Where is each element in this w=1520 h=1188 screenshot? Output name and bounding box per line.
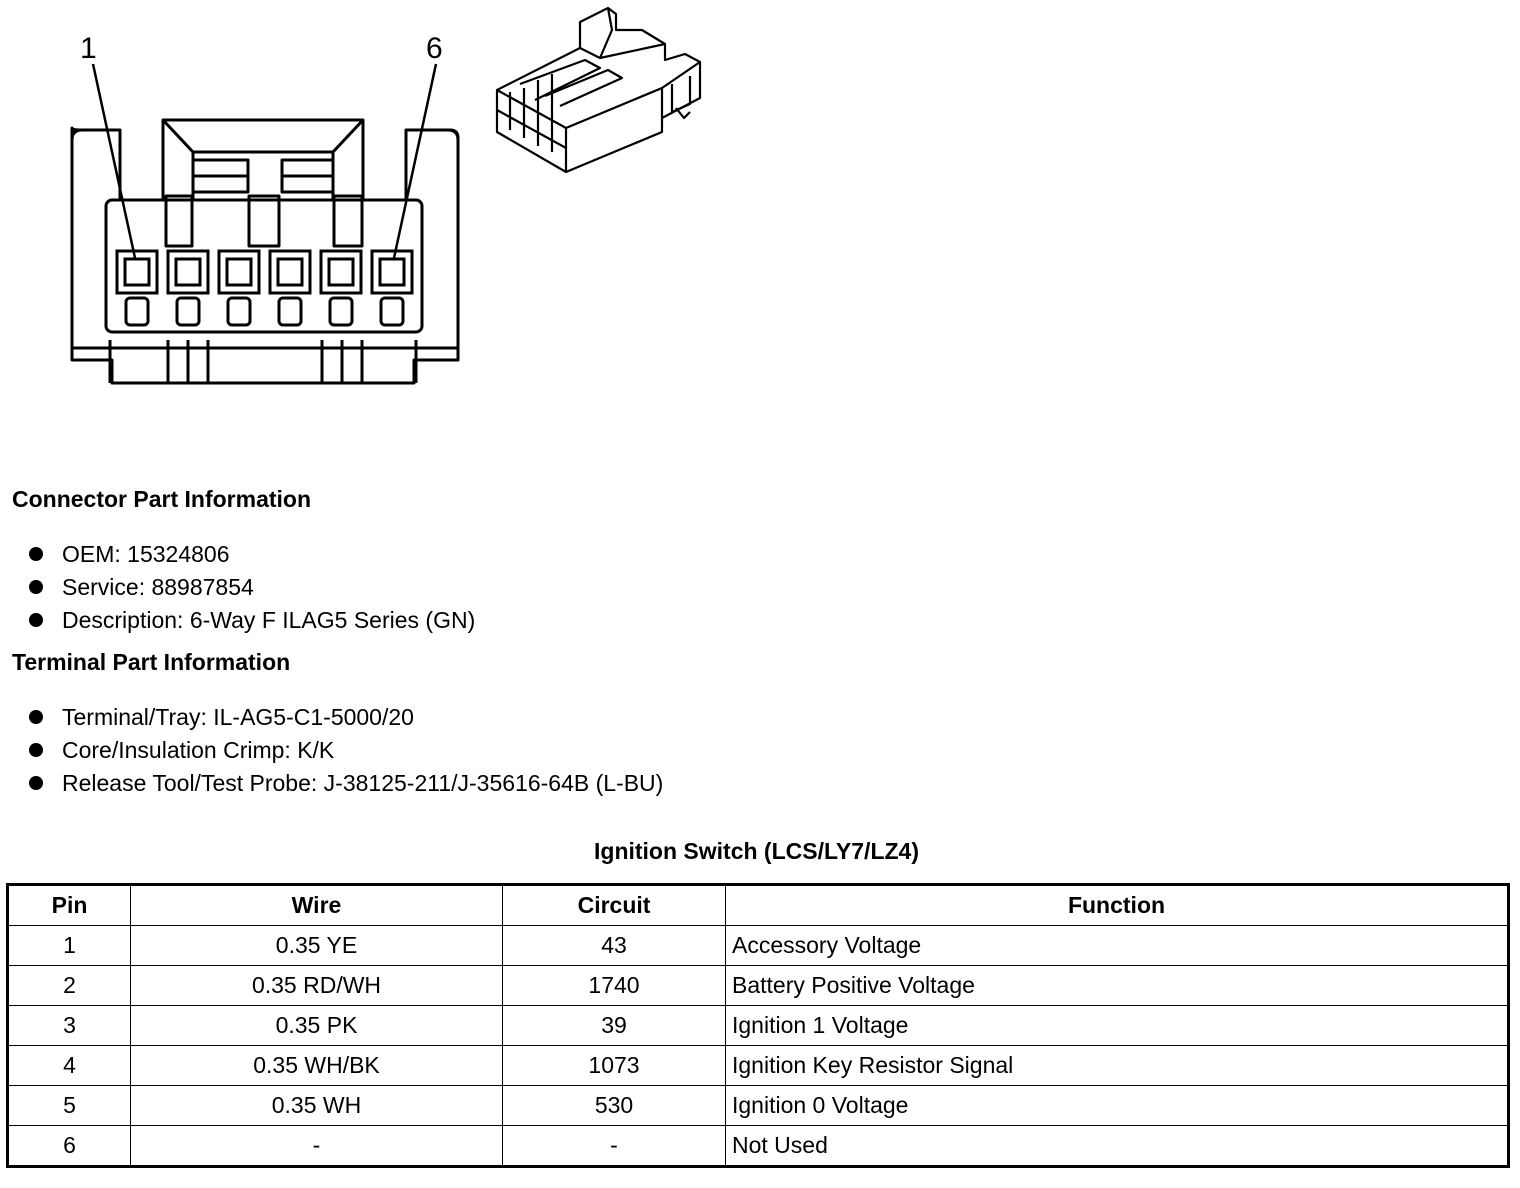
- function-cell: Accessory Voltage: [726, 926, 1509, 966]
- list-item: [0, 604, 475, 637]
- terminal-cavity-5: [321, 251, 361, 293]
- terminal-part-heading: Terminal Part Information: [12, 649, 291, 675]
- terminal-part-list: [0, 701, 663, 800]
- table-title: Ignition Switch (LCS/LY7/LZ4): [594, 838, 919, 864]
- terminal-tray: Terminal/Tray: IL-AG5-C1-5000/20: [62, 704, 414, 730]
- connector-cavity: [106, 200, 422, 332]
- column-header-wire: Wire: [131, 885, 503, 926]
- function-cell: Not Used: [726, 1126, 1509, 1167]
- connector-isometric-view: [497, 8, 700, 172]
- list-item: [0, 538, 475, 571]
- bullet-icon: [29, 710, 43, 724]
- pin-cell: 4: [8, 1046, 131, 1086]
- terminal-cavity-4: [270, 251, 310, 293]
- list-item: [0, 767, 663, 800]
- pin-cell: 6: [8, 1126, 131, 1167]
- circuit-cell: 1740: [503, 966, 726, 1006]
- bullet-icon: [29, 776, 43, 790]
- pin-cell: 2: [8, 966, 131, 1006]
- connector-part-description: Description: 6-Way F ILAG5 Series (GN): [62, 607, 476, 633]
- circuit-cell: -: [503, 1126, 726, 1167]
- function-cell: Ignition 1 Voltage: [726, 1006, 1509, 1046]
- bullet-icon: [29, 613, 43, 627]
- circuit-cell: 530: [503, 1086, 726, 1126]
- pinout-table: [6, 883, 1510, 1168]
- wire-cell: 0.35 PK: [131, 1006, 503, 1046]
- connector-part-heading: Connector Part Information: [12, 486, 312, 512]
- function-cell: Ignition Key Resistor Signal: [726, 1046, 1509, 1086]
- wire-cell: -: [131, 1126, 503, 1167]
- circuit-cell: 43: [503, 926, 726, 966]
- circuit-cell: 39: [503, 1006, 726, 1046]
- pin-6-leader-line: [394, 64, 436, 258]
- connector-part-list: [0, 538, 475, 637]
- function-cell: Ignition 0 Voltage: [726, 1086, 1509, 1126]
- bullet-icon: [29, 743, 43, 757]
- lock-slots: [126, 298, 403, 325]
- bullet-icon: [29, 547, 43, 561]
- pin-1-callout: 1: [80, 32, 97, 65]
- wire-cell: 0.35 WH/BK: [131, 1046, 503, 1086]
- table-row: [8, 1126, 1509, 1167]
- connector-part-service: Service: 88987854: [62, 574, 254, 600]
- bullet-icon: [29, 580, 43, 594]
- terminal-cavity-1: [117, 251, 157, 293]
- pin-cell: 3: [8, 1006, 131, 1046]
- terminal-cavity-3: [219, 251, 259, 293]
- wire-cell: 0.35 RD/WH: [131, 966, 503, 1006]
- table-row: [8, 926, 1509, 966]
- pin-1-leader-line: [93, 64, 135, 258]
- table-row: [8, 1046, 1509, 1086]
- core-insulation-crimp: Core/Insulation Crimp: K/K: [62, 737, 335, 763]
- connector-base: [72, 340, 458, 383]
- column-header-pin: Pin: [8, 885, 131, 926]
- connector-part-oem: OEM: 15324806: [62, 541, 230, 567]
- pin-cell: 5: [8, 1086, 131, 1126]
- list-item: [0, 571, 475, 604]
- table-row: [8, 1006, 1509, 1046]
- pin-6-callout: 6: [426, 32, 443, 65]
- column-header-function: Function: [726, 885, 1509, 926]
- circuit-cell: 1073: [503, 1046, 726, 1086]
- list-item: [0, 734, 663, 767]
- connector-diagram: [0, 0, 720, 400]
- column-header-circuit: Circuit: [503, 885, 726, 926]
- table-row: [8, 1086, 1509, 1126]
- wire-cell: 0.35 YE: [131, 926, 503, 966]
- terminal-cavities: [117, 251, 412, 293]
- terminal-cavity-6: [372, 251, 412, 293]
- table-header-row: [8, 885, 1509, 926]
- wire-cell: 0.35 WH: [131, 1086, 503, 1126]
- table-row: [8, 966, 1509, 1006]
- pin-cell: 1: [8, 926, 131, 966]
- list-item: [0, 701, 663, 734]
- release-tool-test-probe: Release Tool/Test Probe: J-38125-211/J-35616-64B (L-BU): [62, 770, 664, 796]
- function-cell: Battery Positive Voltage: [726, 966, 1509, 1006]
- terminal-cavity-2: [168, 251, 208, 293]
